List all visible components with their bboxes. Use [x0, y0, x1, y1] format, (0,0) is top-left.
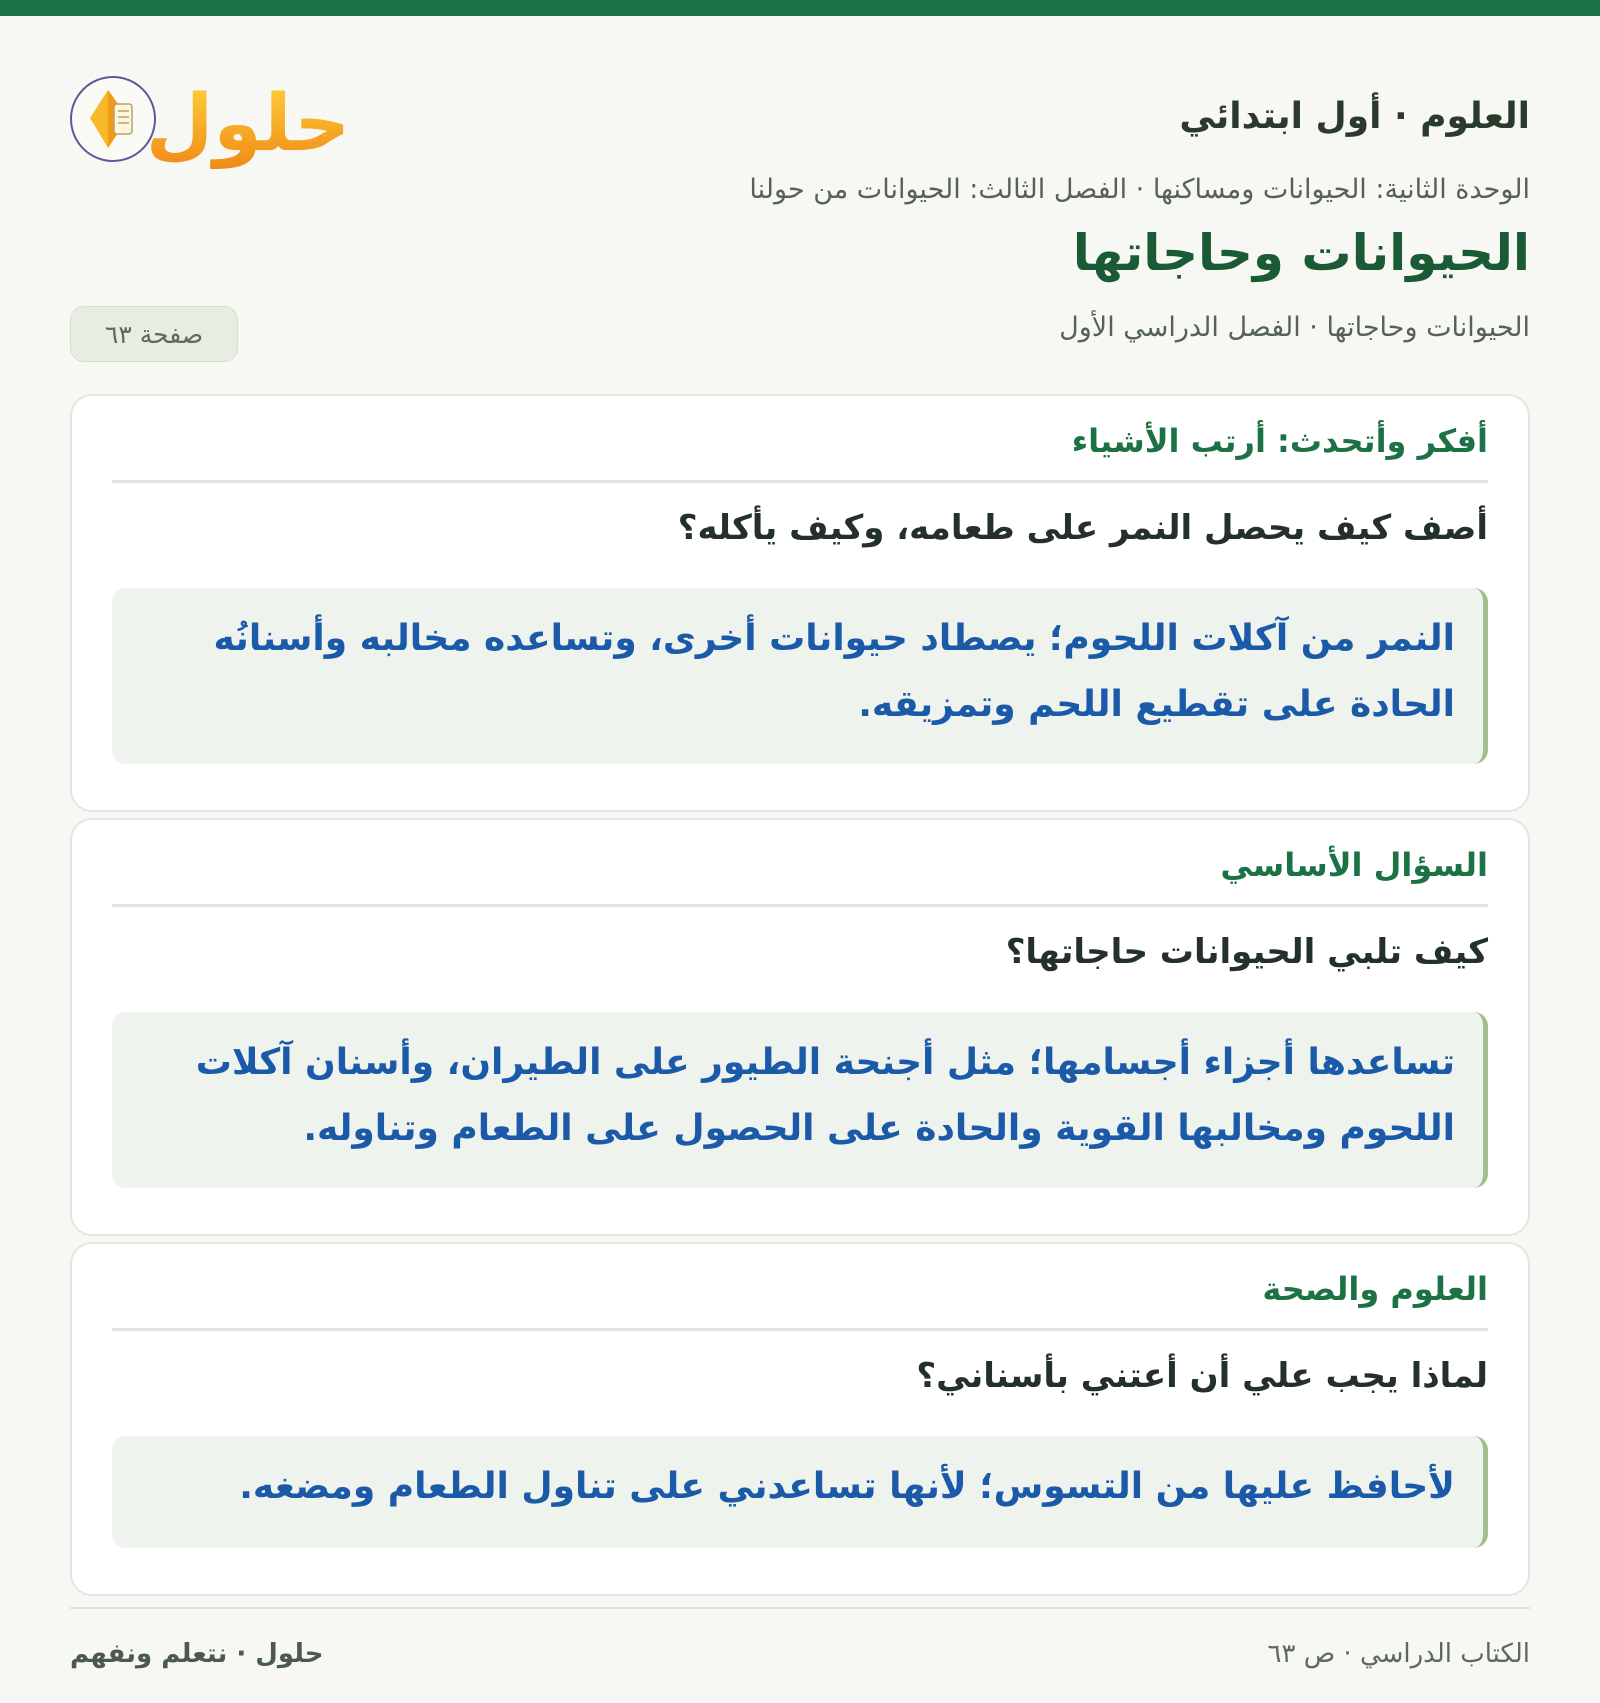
book-diamond-icon	[70, 76, 156, 162]
question-card-think-talk	[70, 394, 1530, 812]
question-text: كيف تلبي الحيوانات حاجاتها؟	[1005, 932, 1488, 972]
answer-box: النمر من آكلات اللحوم؛ يصطاد حيوانات أخرى، وتساعده مخالبه وأسنانُه الحادة على تقطيع اللحم وتمزيقه.	[112, 588, 1488, 764]
question-text: لماذا يجب علي أن أعتني بأسناني؟	[916, 1356, 1488, 1396]
question-card-science-health	[70, 1242, 1530, 1596]
footer-brand: حلول · نتعلم ونفهم	[70, 1639, 324, 1669]
page-header	[70, 48, 1530, 188]
site-logo[interactable]	[70, 60, 351, 170]
subject-title: العلوم · أول ابتدائي	[1179, 96, 1530, 137]
question-text: أصف كيف يحصل النمر على طعامه، وكيف يأكله؟	[677, 508, 1488, 548]
lesson-meta: الحيوانات وحاجاتها · الفصل الدراسي الأول	[1059, 312, 1530, 343]
page-title: الحيوانات وحاجاتها	[1072, 224, 1530, 282]
page-content	[70, 16, 1530, 1703]
card-heading: السؤال الأساسي	[112, 846, 1488, 907]
page-footer	[70, 1607, 1530, 1679]
answer-box: تساعدها أجزاء أجسامها؛ مثل أجنحة الطيور على الطيران، وأسنان آكلات اللحوم ومخالبها القوية والحادة على الحصول على الطعام وتناوله.	[112, 1012, 1488, 1188]
card-heading: أفكر وأتحدث: أرتب الأشياء	[112, 422, 1488, 483]
footer-page-reference: الكتاب الدراسي · ص ٦٣	[1267, 1639, 1530, 1669]
answer-box: لأحافظ عليها من التسوس؛ لأنها تساعدني على تناول الطعام ومضغه.	[112, 1436, 1488, 1548]
page-number-badge: صفحة ٦٣	[70, 306, 238, 362]
question-card-essential	[70, 818, 1530, 1236]
breadcrumb: الوحدة الثانية: الحيوانات ومساكنها · الفصل الثالث: الحيوانات من حولنا	[749, 174, 1530, 205]
svg-text:حلول: حلول	[145, 79, 351, 169]
top-accent-bar	[0, 0, 1600, 16]
logo-wordmark	[145, 60, 351, 170]
card-heading: العلوم والصحة	[112, 1270, 1488, 1331]
